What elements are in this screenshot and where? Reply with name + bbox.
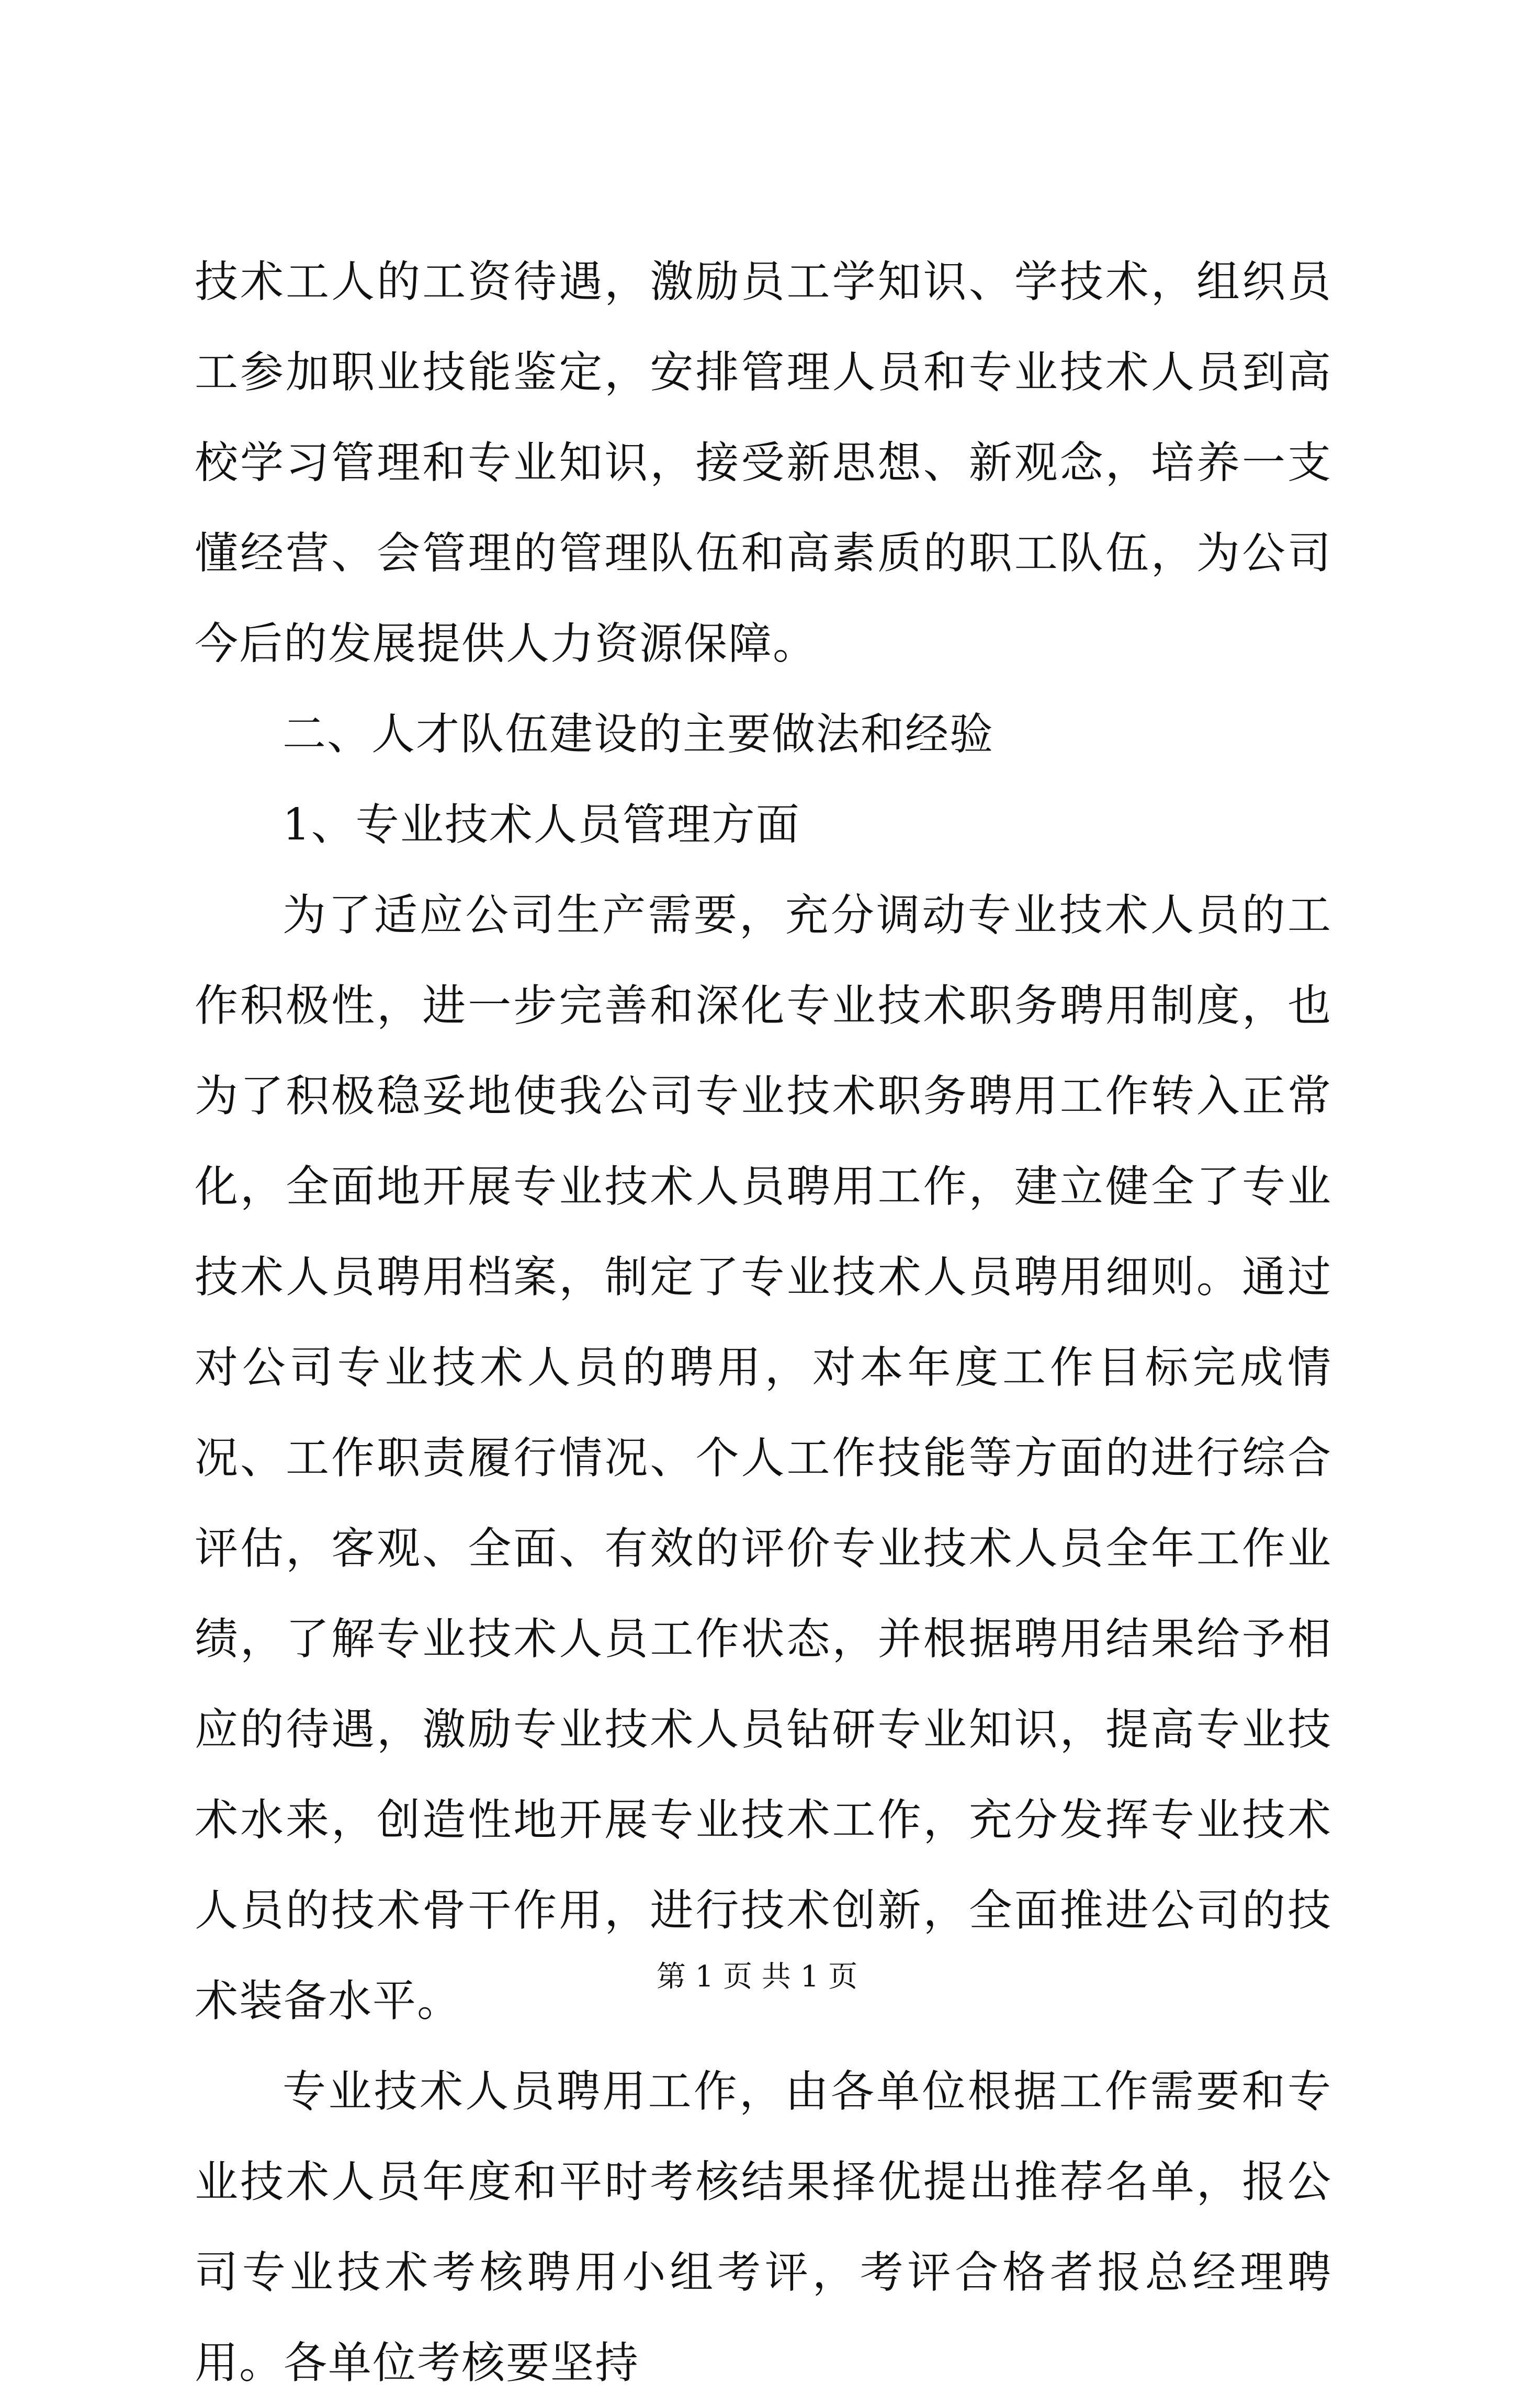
paragraph-continuation: 技术工人的工资待遇，激励员工学知识、学技术，组织员工参加职业技能鉴定，安排管理人员和专业技术人员到高校学习管理和专业知识，接受新思想、新观念，培养一支懂经营、会管理的管理队伍和高素质的职工队伍，为公司今后的发展提供人力资源保障。 [195,256,1332,669]
section-heading: 二、人才队伍建设的主要做法和经验 [283,709,994,759]
subsection-heading: 1、专业技术人员管理方面 [283,799,800,850]
paragraph-body: 为了适应公司生产需要，充分调动专业技术人员的工作积极性，进一步完善和深化专业技术职务聘用制度，也为了积极稳妥地使我公司专业技术职务聘用工作转入正常化，全面地开展专业技术人员聘用工作，建立健全了专业技术人员聘用档案，制定了专业技术人员聘用细则。通过对公司专业技术人员的聘用，对本年度工作目标完成情况、工作职责履行情况、个人工作技能等方面的进行综合评估，客观、全面、有效的评价专业技术人员全年工作业绩，了解专业技术人员工作状态，并根据聘用结果给予相应的待遇，激励专业技术人员钻研专业知识，提高专业技术水来，创造性地开展专业技术工作，充分发挥专业技术人员的技术骨干作用，进行技术创新，全面推进公司的技术装备水平。 [195,890,1332,2026]
paragraph-body: 专业技术人员聘用工作，由各单位根据工作需要和专业技术人员年度和平时考核结果择优提出推荐名单，报公司专业技术考核聘用小组考评，考评合格者报总经理聘用。各单位考核要坚持 [195,2066,1332,2388]
page-footer: 第 1 页 共 1 页 [656,1960,858,1994]
document-body [195,236,1332,2408]
